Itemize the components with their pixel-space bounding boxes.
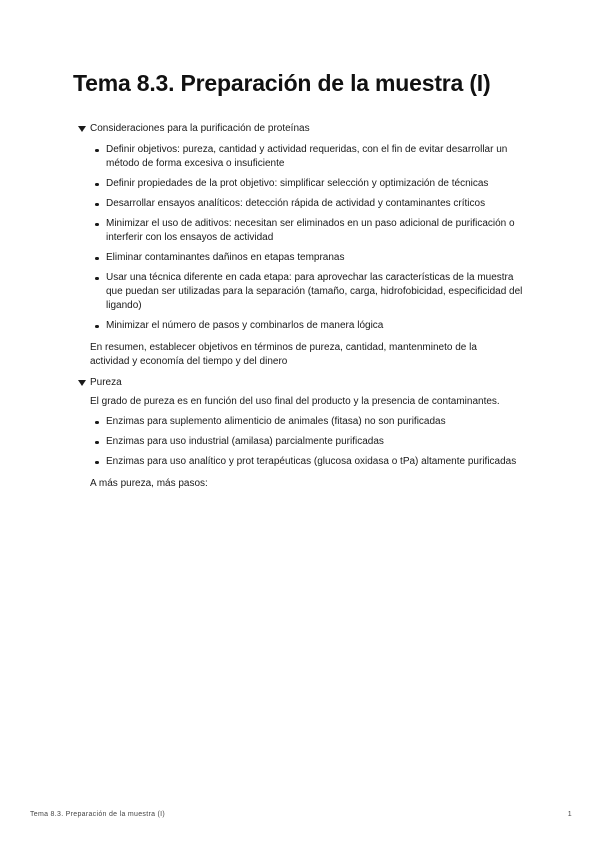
list-item: Eliminar contaminantes dañinos en etapas tempranas — [90, 251, 526, 265]
list-item: Minimizar el número de pasos y combinarlos de manera lógica — [90, 319, 526, 333]
list-item: Desarrollar ensayos analíticos: detección rápida de actividad y contaminantes críticos — [90, 197, 526, 211]
footer-title: Tema 8.3. Preparación de la muestra (I) — [30, 811, 166, 818]
toggle-header-purity[interactable] — [78, 376, 526, 390]
summary-paragraph: En resumen, establecer objetivos en términos de pureza, cantidad, mantenmineto de la actividad y economía del tiempo y del dinero — [90, 342, 477, 367]
list-item: Enzimas para suplemento alimenticio de animales (fitasa) no son purificadas — [90, 415, 526, 429]
list-item: Definir propiedades de la prot objetivo: simplificar selección y optimización de técnicas — [90, 177, 526, 191]
page-number: 1 — [567, 811, 572, 818]
toggle-triangle-icon[interactable] — [78, 126, 86, 132]
list-item: Definir objetivos: pureza, cantidad y actividad requeridas, con el fin de evitar desarrollar un método de forma excesiva o insuficiente — [90, 143, 526, 171]
intro-paragraph: El grado de pureza es en función del uso final del producto y la presencia de contaminantes. — [90, 396, 500, 407]
toggle-section-purity — [78, 376, 526, 491]
bullet-list — [90, 415, 526, 469]
bullet-list — [90, 143, 526, 333]
toggle-triangle-icon[interactable] — [78, 380, 86, 386]
toggle-section-considerations — [78, 122, 526, 369]
list-item: Usar una técnica diferente en cada etapa: para aprovechar las características de la muestra que puedan ser utilizadas para la separación (tamaño, carga, hidrofobicidad, especificidad del ligando) — [90, 271, 526, 313]
toggle-header-considerations[interactable] — [78, 122, 526, 136]
list-item: Enzimas para uso industrial (amilasa) parcialmente purificadas — [90, 435, 526, 449]
list-item: Minimizar el uso de aditivos: necesitan ser eliminados en un paso adicional de purificación o interferir con los ensayos de actividad — [90, 217, 526, 245]
toggle-body — [90, 143, 526, 369]
toggle-heading: Consideraciones para la purificación de proteínas — [90, 123, 310, 134]
page-title: Tema 8.3. Preparación de la muestra (I) — [73, 70, 491, 96]
toggle-body — [90, 395, 526, 491]
closing-paragraph: A más pureza, más pasos: — [90, 478, 208, 489]
toggle-heading: Pureza — [90, 377, 122, 388]
list-item: Enzimas para uso analítico y prot terapéuticas (glucosa oxidasa o tPa) altamente purificadas — [90, 455, 526, 469]
